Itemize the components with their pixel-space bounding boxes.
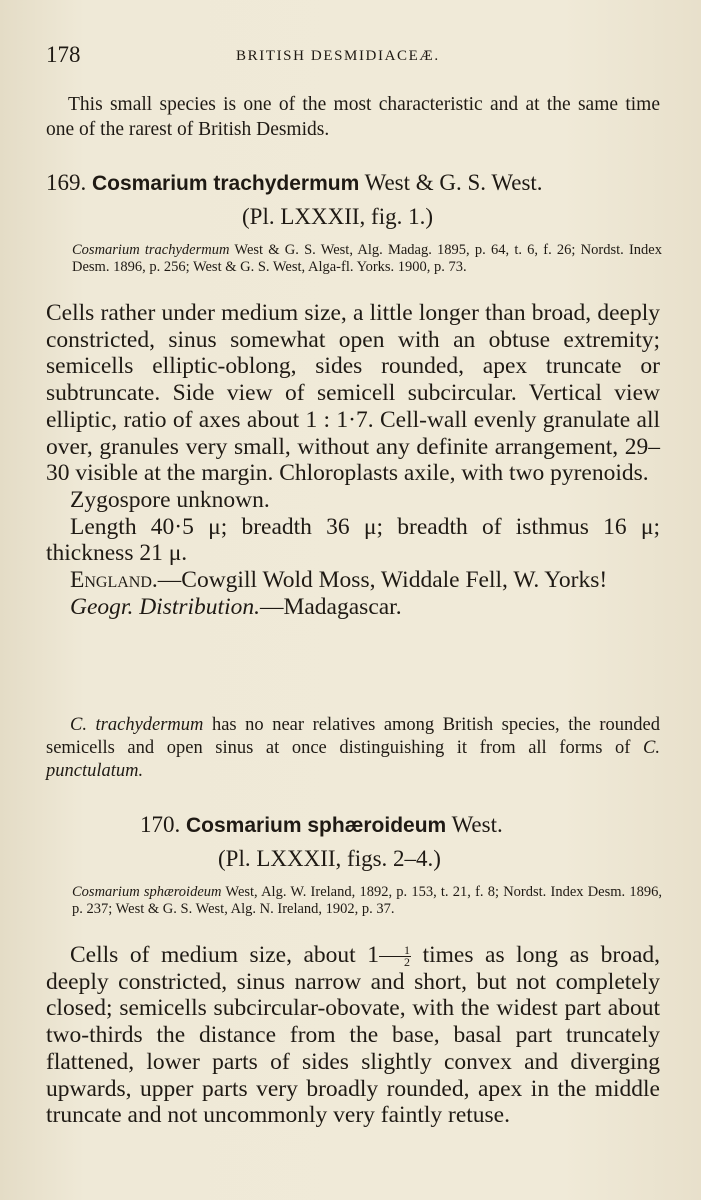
species-169-plate: (Pl. LXXXII, fig. 1.) [242,204,433,229]
species-169-heading [46,170,543,196]
species-169-description-block [46,300,660,620]
species-170-description-block [46,942,660,1129]
running-title: BRITISH DESMIDIACEÆ. [236,48,440,64]
species-authority: West & G. S. West. [364,170,543,195]
species-authority: West. [451,812,503,837]
synonymy-name: Cosmarium sphæroideum [72,884,222,900]
synonymy-name: Cosmarium trachydermum [72,242,230,258]
fraction-numerator: 1 [379,945,411,957]
fraction-denominator: 2 [404,955,411,970]
distribution-label: Geogr. Distribution. [70,593,260,620]
locality [46,567,660,594]
species-170-plate: (Pl. LXXXII, figs. 2–4.) [218,846,441,871]
page-number: 178 [46,42,81,67]
species-169-synonymy [72,242,662,276]
note-name: C. trachydermum [70,715,204,735]
note-text: has no near relatives among British species, the rounded semicells and open sinus at once distinguishing it from all forms of [46,715,661,758]
species-name: Cosmarium sphæroideum [186,814,447,837]
locality-label: England. [70,567,158,594]
fraction-half [379,945,411,968]
intro-paragraph: This small species is one of the most characteristic and at the same time one of the rarest of British Desmids. [46,94,660,140]
species-name: Cosmarium trachydermum [92,172,360,195]
description [46,942,660,1129]
note-ref: C. punctulatum. [46,738,661,781]
synonymy-text: West, Alg. W. Ireland, 1892, p. 153, t. 21, f. 8; Nordst. Index Desm. 1896, p. 237; West & G. S. West, Alg. N. Ireland, 1902, p. 37. [72,884,662,917]
synonymy-text: West & G. S. West, Alg. Madag. 1895, p. 64, t. 6, f. 26; Nordst. Index Desm. 1896, p. 256; West & G. S. West, Alga-fl. Yorks. 1900, p. 73. [72,242,662,275]
running-head [46,42,655,72]
description-start: Cells of medium size, about 1 [70,942,380,968]
species-number: 169. [46,170,87,195]
locality-text: —Cowgill Wold Moss, Widdale Fell, W. Yorks! [157,567,608,594]
species-170-heading [140,812,503,838]
zygospore: Zygospore unknown. [70,486,270,513]
species-number: 170. [140,812,181,837]
dimensions: Length 40·5 μ; breadth 36 μ; breadth of isthmus 16 μ; thickness 21 μ. [46,513,660,567]
distribution [46,594,660,621]
distribution-text: —Madagascar. [259,593,402,620]
species-169-note [46,714,660,783]
species-170-synonymy [72,884,662,918]
description-rest: times as long as broad, deeply constricted, sinus narrow and short, but not completely closed; semicells subcircular-obovate, with the widest part about two-thirds the distance from the base, basal part truncately flattened, lower parts of sides slightly convex and diverging upwards, upper parts very broadly rounded, apex in the middle truncate and not uncommonly very faintly retuse. [46,942,660,1129]
description: Cells rather under medium size, a little longer than broad, deeply constricted, sinus somewhat open with an obtuse extremity; semicells elliptic-oblong, sides rounded, apex truncate or subtruncate. Side view of semicell subcircular. Vertical view elliptic, ratio of axes about 1 : 1·7. Cell-wall evenly granulate all over, granules very small, without any definite arrangement, 29–30 visible at the margin. Chloroplasts axile, with two pyrenoids. [46,300,660,487]
